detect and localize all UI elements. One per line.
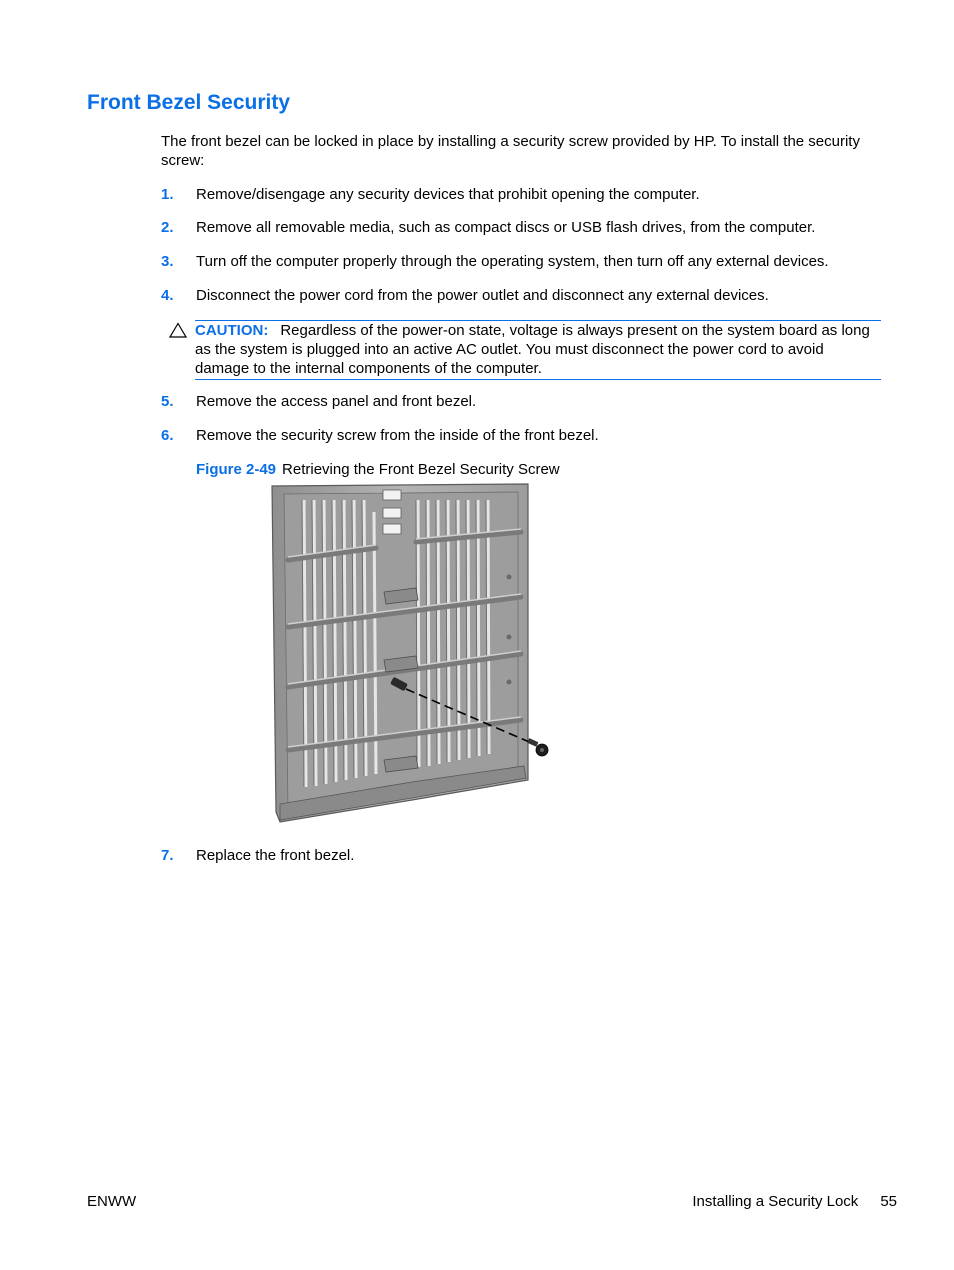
step-number: 7. [161, 847, 174, 864]
caution-triangle-icon [169, 322, 187, 338]
step-number: 5. [161, 393, 174, 410]
footer-left: ENWW [87, 1193, 137, 1210]
footer-section: Installing a Security Lock [692, 1193, 859, 1210]
security-screw-icon [527, 738, 548, 756]
front-bezel-illustration [266, 482, 556, 827]
caution-text: Regardless of the power-on state, voltage is always present on the system board as long as the system is plugged into an active AC outlet. You must disconnect the power cord to avoid damage to the internal components of the computer. [195, 322, 870, 377]
step-text: Remove all removable media, such as compact discs or USB flash drives, from the computer. [196, 219, 816, 236]
figure-caption [196, 460, 560, 479]
step-number: 6. [161, 427, 174, 444]
step-number: 2. [161, 219, 174, 236]
figure-title: Retrieving the Front Bezel Security Screw [282, 461, 560, 478]
figure-label: Figure 2-49 [196, 461, 277, 478]
page-title: Front Bezel Security [87, 91, 291, 114]
step-text: Replace the front bezel. [196, 847, 355, 864]
footer-right [692, 1193, 897, 1210]
caution-box [195, 320, 881, 380]
step-number: 1. [161, 186, 174, 203]
step-text: Disconnect the power cord from the power outlet and disconnect any external devices. [196, 287, 769, 304]
step-text: Remove the security screw from the inside of the front bezel. [196, 427, 599, 444]
page-number: 55 [880, 1193, 897, 1210]
intro-paragraph: The front bezel can be locked in place by installing a security screw provided by HP. To install the security screw: [161, 133, 860, 169]
step-number: 4. [161, 287, 174, 304]
caution-label: CAUTION: [195, 322, 269, 339]
step-text: Turn off the computer properly through the operating system, then turn off any external devices. [196, 253, 829, 270]
step-text: Remove/disengage any security devices that prohibit opening the computer. [196, 186, 700, 203]
step-number: 3. [161, 253, 174, 270]
step-text: Remove the access panel and front bezel. [196, 393, 477, 410]
